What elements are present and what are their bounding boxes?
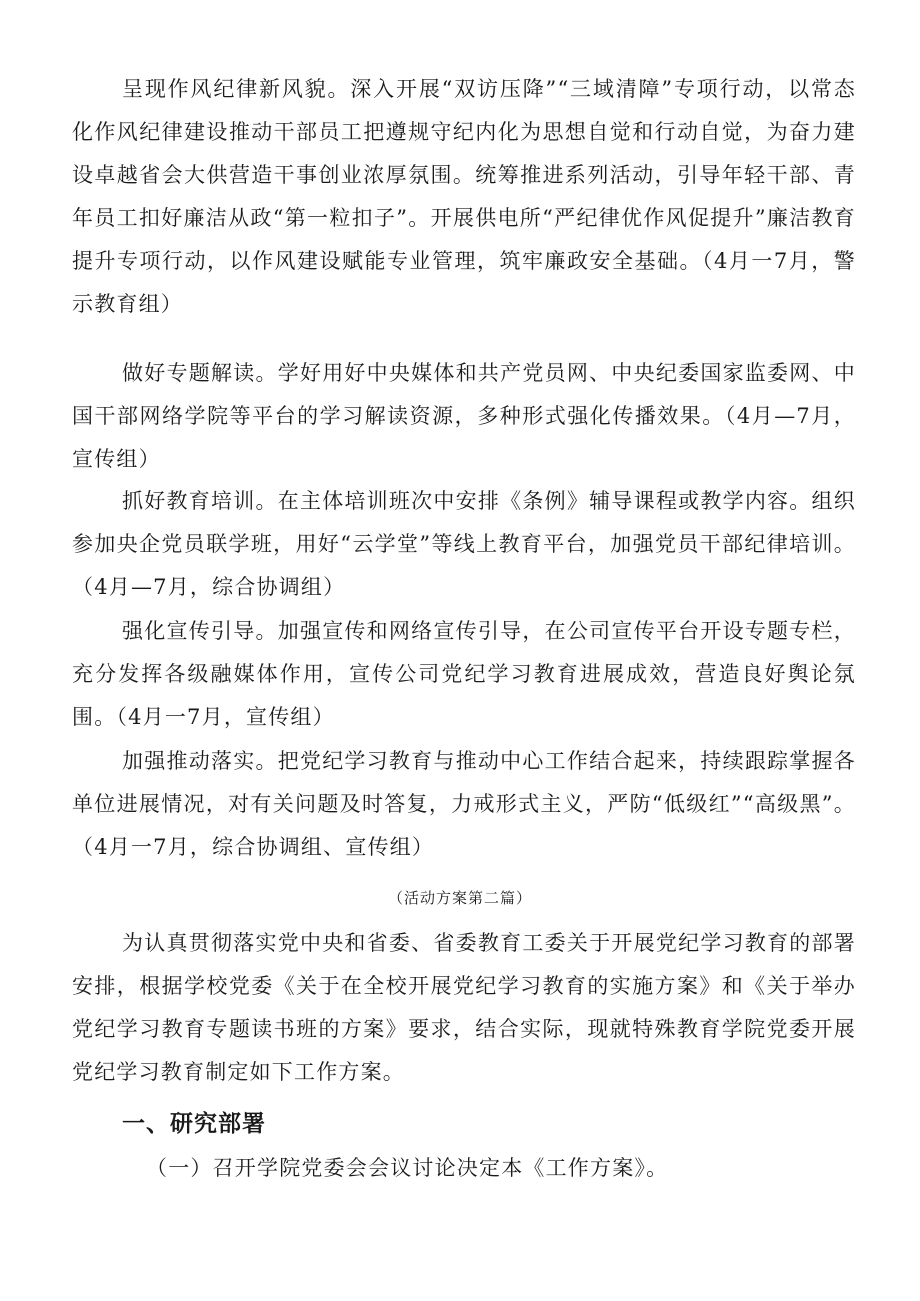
paragraph-implementation: 加强推动落实。把党纪学习教育与推动中心工作结合起来，持续跟踪掌握各单位进展情况，对有关问题及时答复，力戒形式主义，严防“低级红”“高级黑”。（4月一7月，综合协调组、宣传组）: [72, 749, 856, 859]
intro-paragraph: 为认真贯彻落实党中央和省委、省委教育工委关于开展党纪学习教育的部署安排，根据学校党委《关于在全校开展党纪学习教育的实施方案》和《关于举办党纪学习教育专题读书班的方案》要求，结合实际，现就特殊教育学院党委开展党纪学习教育制定如下工作方案。: [72, 931, 856, 1084]
paragraph-style-discipline: 呈现作风纪律新风貌。深入开展“双访压降”“三域清障”专项行动，以常态化作风纪律建设推动干部员工把遵规守纪内化为思想自觉和行动自觉，为奋力建设卓越省会大供营造干事创业浓厚氛围。统筹推进系列活动，引导年轻干部、青年员工扣好廉洁从政“第一粒扣子”。开展供电所“严纪律优作风促提升”廉洁教育提升专项行动，以作风建设赋能专业管理，筑牢廉政安全基础。（4月一7月，警示教育组）: [72, 77, 856, 316]
paragraph-topic-interpretation: 做好专题解读。学好用好中央媒体和共产党员网、中央纪委国家监委网、中国干部网络学院等平台的学习解读资源，多种形式强化传播效果。（4月—7月，宣传组）: [72, 361, 856, 471]
heading-research-deployment: 一、研究部署: [122, 1111, 266, 1137]
sub-item-meeting: （一）召开学院党委会会议讨论决定本《工作方案》。: [146, 1156, 669, 1180]
paragraph-publicity-guidance: 强化宣传引导。加强宣传和网络宣传引导，在公司宣传平台开设专题专栏，充分发挥各级融媒体作用，宣传公司党纪学习教育进展成效，营造良好舆论氛围。（4月一7月，宣传组）: [72, 619, 856, 729]
section-caption: （活动方案第二篇）: [387, 889, 532, 907]
paragraph-education-training: 抓好教育培训。在主体培训班次中安排《条例》辅导课程或教学内容。组织参加央企党员联学班，用好“云学堂”等线上教育平台，加强党员干部纪律培训。（4月—7月，综合协调组）: [72, 489, 856, 599]
